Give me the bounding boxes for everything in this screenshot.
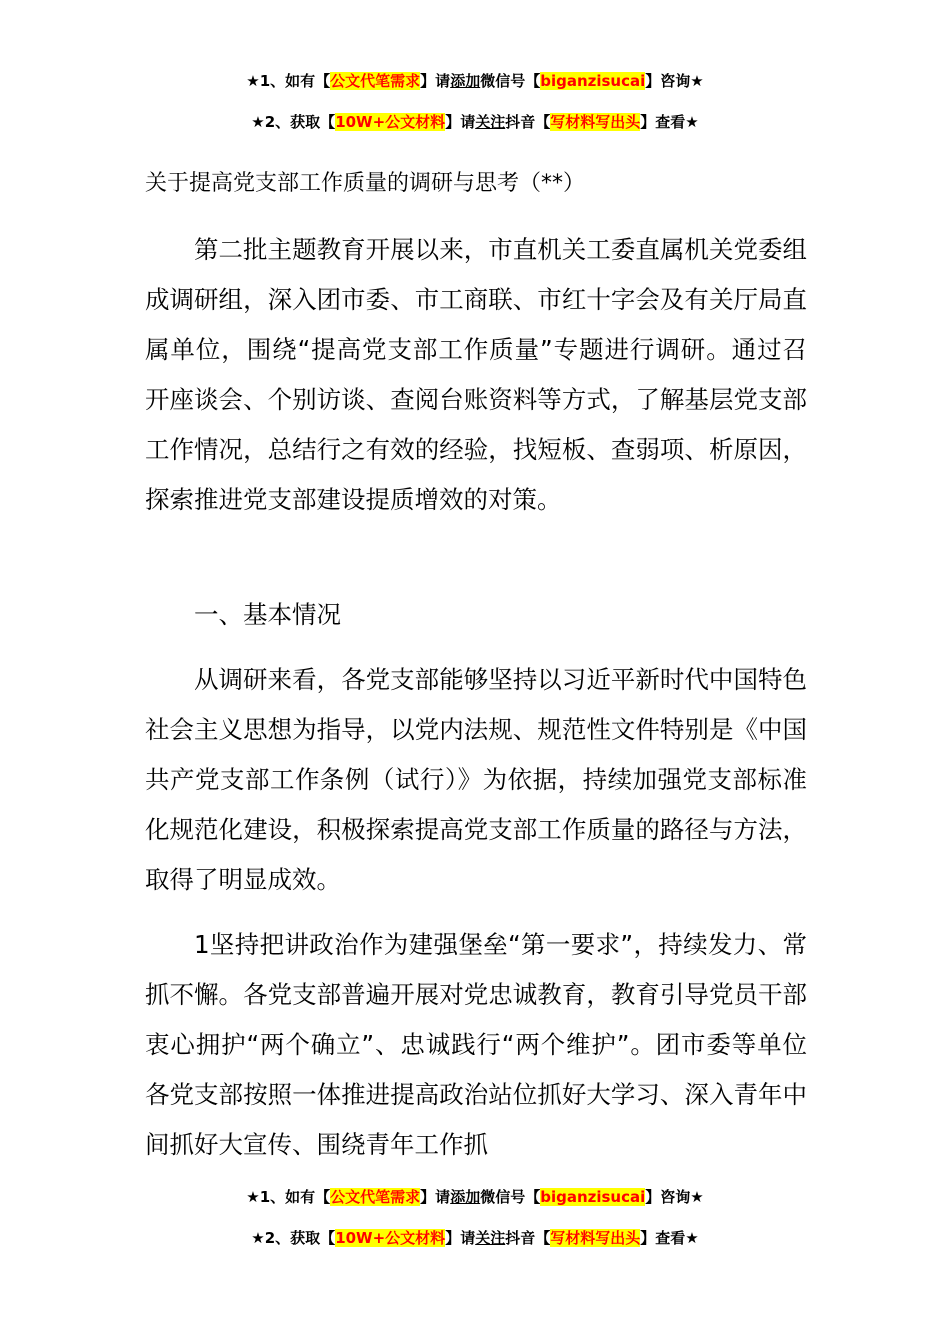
banner-text: 微信号【 [480, 1188, 541, 1206]
document-title: 关于提高党支部工作质量的调研与思考（**） [145, 171, 586, 196]
banner-text: 微信号【 [480, 72, 541, 90]
banner-wechat-id: biganzisucai [540, 72, 646, 90]
bottom-banner-line-2 [0, 1227, 950, 1249]
banner-text: 】咨询★ [645, 72, 704, 90]
banner-wechat-id: biganzisucai [540, 1188, 646, 1206]
banner-text: ★2、获取【 [251, 113, 336, 131]
paragraph-intro: 第二批主题教育开展以来，市直机关工委直属机关党委组成调研组，深入团市委、市工商联、市红十字会及有关厅局直属单位，围绕“提高党支部工作质量”专题进行调研。通过召开座谈会、个别访谈、查阅台账资料等方式，了解基层党支部工作情况，总结行之有效的经验，找短板、查弱项、析原因，探索推进党支部建设提质增效的对策。 [145, 235, 807, 514]
banner-underlined: 添加 [450, 72, 481, 90]
paragraph-point-1: 1坚持把讲政治作为建强堡垒“第一要求”，持续发力、常抓不懈。各党支部普遍开展对党忠诚教育，教育引导党员干部衷心拥护“两个确立”、忠诚践行“两个维护”。团市委等单位各党支部按照一体推进提高政治站位抓好大学习、深入青年中间抓好大宣传、围绕青年工作抓 [145, 930, 807, 1159]
banner-underlined: 添加 [450, 1188, 481, 1206]
banner-text: 】查看★ [640, 113, 699, 131]
banner-text: 抖音【 [505, 113, 551, 131]
banner-text: 】请 [445, 113, 476, 131]
banner-text: 】查看★ [640, 1229, 699, 1247]
banner-underlined: 关注 [475, 113, 506, 131]
banner-text: 】咨询★ [645, 1188, 704, 1206]
banner-text: 抖音【 [505, 1229, 551, 1247]
banner-highlight: 写材料写出头 [550, 1229, 641, 1247]
banner-text: 】请 [445, 1229, 476, 1247]
banner-highlight: 10W+公文材料 [335, 1229, 446, 1247]
bottom-banner-line-1 [0, 1186, 950, 1208]
banner-text: ★2、获取【 [251, 1229, 336, 1247]
top-banner-line-1 [0, 70, 950, 92]
banner-highlight: 公文代笔需求 [330, 72, 421, 90]
top-banner-line-2 [0, 111, 950, 133]
banner-text: ★1、如有【 [246, 1188, 331, 1206]
banner-text: ★1、如有【 [246, 72, 331, 90]
banner-highlight: 写材料写出头 [550, 113, 641, 131]
banner-underlined: 关注 [475, 1229, 506, 1247]
banner-highlight: 10W+公文材料 [335, 113, 446, 131]
paragraph-basic-situation: 从调研来看，各党支部能够坚持以习近平新时代中国特色社会主义思想为指导，以党内法规、规范性文件特别是《中国共产党支部工作条例（试行）》为依据，持续加强党支部标准化规范化建设，积极探索提高党支部工作质量的路径与方法，取得了明显成效。 [145, 665, 807, 894]
section-heading-1: 一、基本情况 [194, 600, 341, 629]
banner-text: 】请 [420, 72, 451, 90]
banner-highlight: 公文代笔需求 [330, 1188, 421, 1206]
banner-text: 】请 [420, 1188, 451, 1206]
